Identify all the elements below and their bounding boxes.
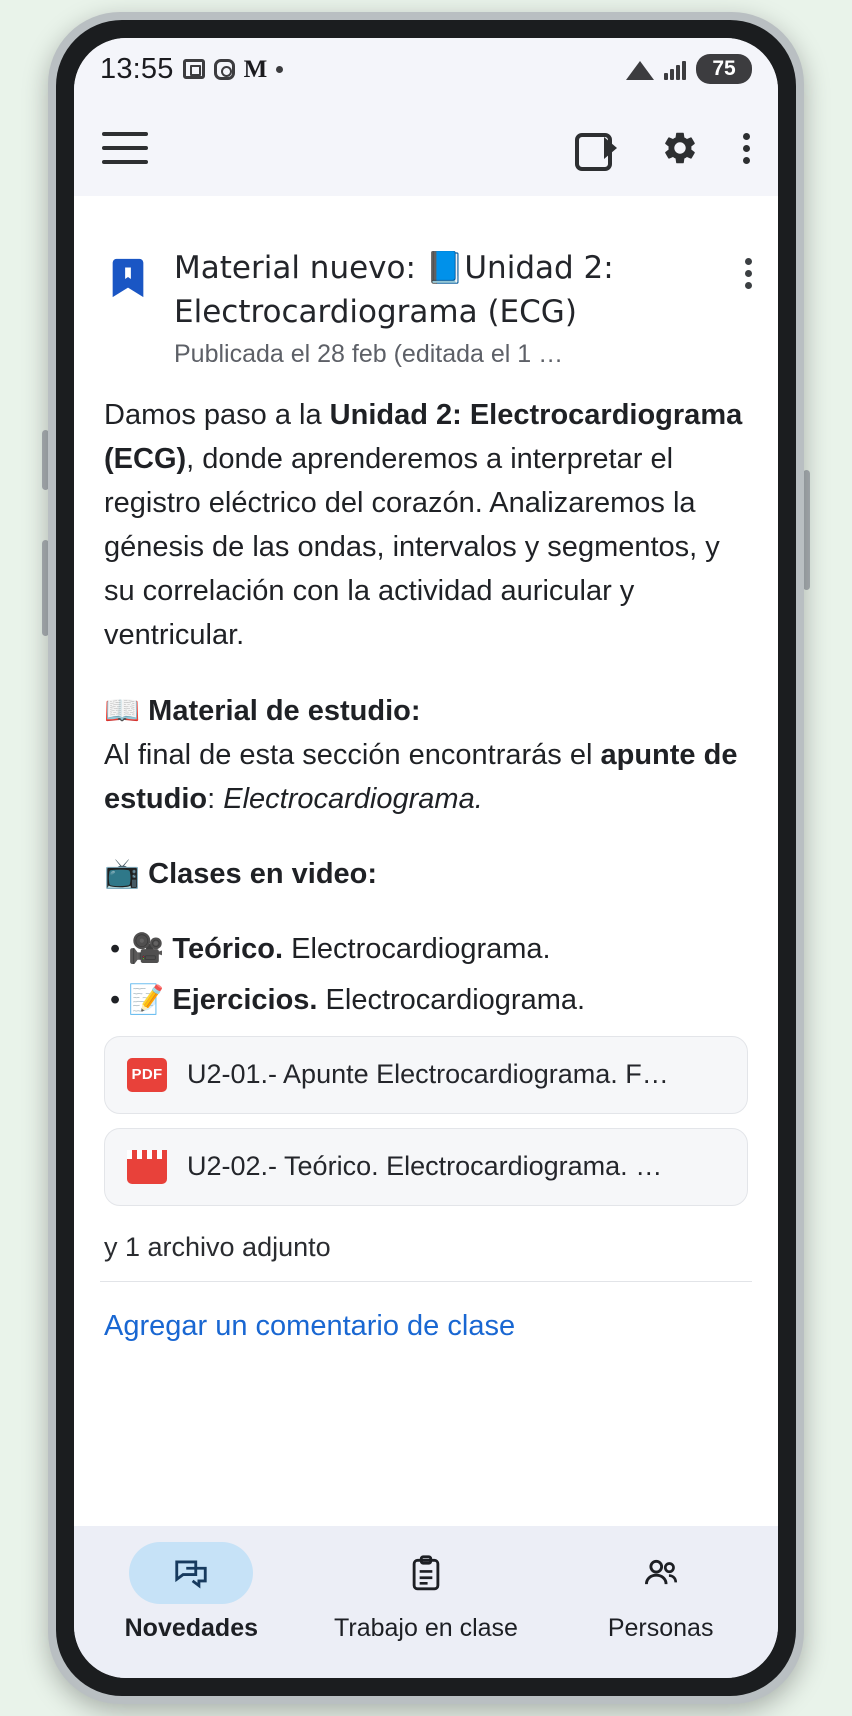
stream-chat-icon: [129, 1542, 253, 1604]
gear-icon[interactable]: [661, 129, 699, 167]
nav-item-trabajo-en-clase[interactable]: [310, 1542, 542, 1643]
list-item: • 📝 Ejercicios. Electrocardiograma.: [110, 981, 586, 1016]
system-navigation-bar: [74, 1674, 778, 1678]
post-section-study: 📖 Material de estudio: Al final de esta sección encontrarás el apunte de estudio: Electrocardiograma.: [104, 692, 738, 815]
nav-label: Trabajo en clase: [334, 1614, 518, 1642]
pdf-file-icon: PDF: [127, 1058, 167, 1092]
status-bar: [74, 38, 778, 100]
post-section-video: 📺 Clases en video:: [104, 855, 378, 890]
movie-camera-icon: 🎥: [128, 930, 165, 965]
attachment-pdf[interactable]: [104, 1036, 748, 1114]
stream-scroll-area[interactable]: [74, 196, 778, 1526]
battery-indicator: 75: [696, 54, 752, 84]
post-card[interactable]: [74, 220, 778, 1377]
status-bar-right: [626, 54, 752, 84]
app-bar-actions: [575, 129, 750, 167]
status-bar-left: [100, 53, 283, 86]
video-bullet-list: [110, 926, 748, 1022]
status-time: 13:55: [100, 52, 174, 85]
post-header-text: [174, 246, 721, 369]
post-body: [74, 373, 778, 1022]
nav-label: Personas: [607, 1614, 714, 1642]
instagram-icon: [214, 59, 235, 80]
more-options-icon[interactable]: [743, 133, 750, 164]
video-call-icon[interactable]: [575, 133, 617, 163]
add-class-comment-button[interactable]: Agregar un comentario de clase: [104, 1309, 516, 1342]
television-icon: 📺: [104, 855, 141, 890]
post-subtitle: Publicada el 28 feb (editada el 1 …: [174, 340, 564, 369]
signal-icon: [664, 58, 686, 80]
attachment-name: U2-02.- Teórico. Electrocardiograma. …: [187, 1151, 663, 1182]
gmail-icon: M: [243, 55, 268, 83]
people-icon: [599, 1542, 723, 1604]
phone-frame: [48, 12, 804, 1704]
attachment-video[interactable]: [104, 1128, 748, 1206]
list-item: • 🎥 Teórico. Electrocardiograma.: [110, 930, 551, 965]
attachment-name: U2-01.- Apunte Electrocardiograma. F…: [187, 1059, 669, 1090]
post-header: [74, 220, 778, 373]
post-title: Material nuevo: 📘Unidad 2: Electrocardiograma (ECG): [174, 250, 614, 331]
bottom-navigation: [74, 1526, 778, 1674]
dot-icon: [276, 66, 283, 73]
phone-screen: [74, 38, 778, 1678]
nav-label: Novedades: [124, 1614, 259, 1642]
nav-item-personas[interactable]: [544, 1542, 776, 1643]
previous-card-peek: [74, 196, 778, 210]
app-bar: [74, 100, 778, 196]
next-card-peek: [74, 1389, 778, 1423]
memo-icon: 📝: [128, 981, 165, 1016]
video-file-icon: [127, 1150, 167, 1184]
phone-side-button-power[interactable]: [803, 470, 810, 590]
nav-item-novedades[interactable]: [75, 1542, 307, 1643]
more-attachments-label: y 1 archivo adjunto: [104, 1231, 331, 1262]
menu-icon[interactable]: [102, 132, 148, 164]
cast-icon: [183, 59, 205, 79]
post-more-options-icon[interactable]: [739, 246, 758, 294]
wifi-icon: [626, 61, 654, 80]
bookmark-icon: [100, 250, 156, 306]
open-book-icon: 📖: [104, 692, 141, 727]
phone-bezel: [56, 20, 796, 1696]
clipboard-icon: [364, 1542, 488, 1604]
post-paragraph-1: Damos paso a la Unidad 2: Electrocardiograma (ECG), donde aprenderemos a interpretar el registro eléctrico del corazón. Analizaremos la génesis de las ondas, intervalos y segmentos, y su correlación con la actividad auricular y ventricular.: [104, 399, 743, 652]
